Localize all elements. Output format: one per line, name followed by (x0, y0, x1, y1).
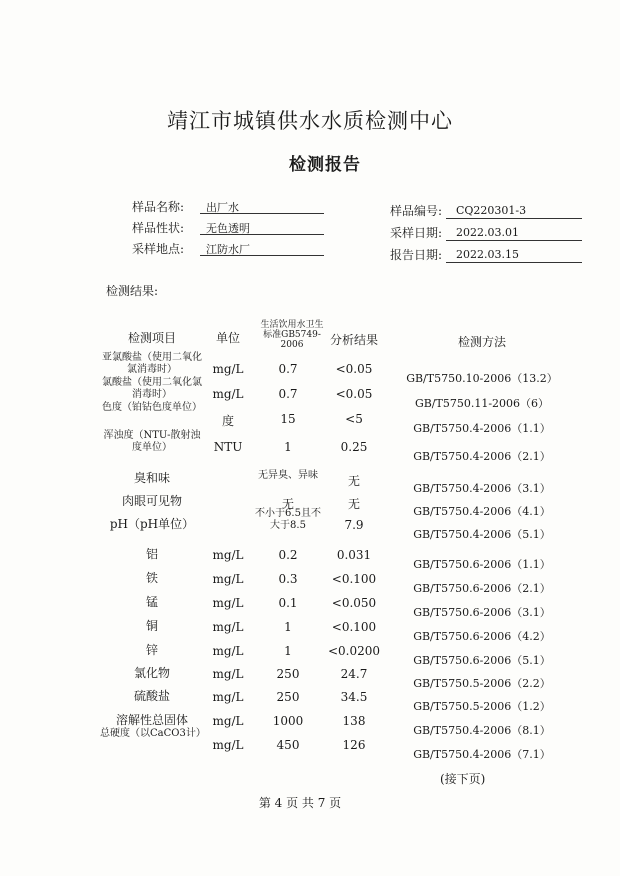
cell-item: 铜 (145, 619, 158, 633)
cell-item: 铁 (145, 571, 158, 585)
cell-item: 色度（铂钴色度单位） (102, 402, 202, 413)
cell-item: pH（pH单位） (109, 517, 195, 531)
cell-item: 铝 (145, 547, 158, 561)
cell-unit: mg/L (212, 690, 244, 704)
cell-result: <0.0200 (327, 644, 381, 658)
cell-standard: 0.7 (278, 362, 298, 376)
header-item: 检测项目 (127, 331, 176, 345)
cell-result: 0.031 (336, 548, 372, 562)
sample-name-label: 样品名称: (132, 200, 185, 214)
cell-standard: 1 (284, 440, 292, 454)
cell-method: GB/T5750.4-2006（2.1） (413, 450, 551, 463)
cell-unit: mg/L (212, 714, 244, 728)
cell-unit: mg/L (212, 667, 244, 681)
cell-standard: 0.3 (278, 572, 298, 586)
cell-method: GB/T5750.4-2006（7.1） (413, 748, 551, 761)
sample-name-value: 出厂水 (206, 201, 239, 214)
cell-item: 臭和味 (133, 471, 170, 485)
cell-result: <0.05 (335, 362, 373, 376)
sample-number-underline (446, 218, 582, 219)
cell-method: GB/T5750.4-2006（3.1） (413, 482, 551, 495)
sample-number-value: CQ220301-3 (456, 204, 527, 217)
header-standard: 生活饮用水卫生标准GB5749-2006 (260, 320, 324, 350)
cell-result: 34.5 (340, 690, 368, 704)
sample-nature-underline (200, 234, 324, 235)
cell-result: <0.05 (335, 387, 373, 401)
report-date-value: 2022.03.15 (456, 248, 519, 261)
cell-standard: 0.1 (278, 596, 298, 610)
cell-item: 浑浊度（NTU-散射浊度单位） (103, 430, 201, 453)
cell-result: 无 (347, 497, 360, 511)
cell-result: 无 (347, 474, 360, 488)
cell-result: 7.9 (344, 518, 364, 532)
cell-item: 总硬度（以CaCO3计） (100, 728, 206, 739)
cell-method: GB/T5750.6-2006（1.1） (413, 558, 551, 571)
cell-standard: 1 (284, 620, 292, 634)
sampling-date-value: 2022.03.01 (456, 226, 519, 239)
cell-method: GB/T5750.6-2006（4.2） (413, 630, 551, 643)
cell-standard: 1 (284, 644, 292, 658)
cell-item: 氯酸盐（使用二氧化氯消毒时） (102, 377, 202, 400)
cell-standard: 450 (276, 738, 300, 752)
page-number: 第 4 页 共 7 页 (258, 796, 342, 810)
cell-result: <0.100 (331, 572, 377, 586)
cell-unit: mg/L (212, 738, 244, 752)
cell-item: 氯化物 (133, 666, 170, 680)
report-date-underline (446, 262, 582, 263)
cell-unit: mg/L (212, 362, 244, 376)
cell-method: GB/T5750.4-2006（1.1） (413, 422, 551, 435)
cell-item: 锌 (145, 643, 158, 657)
report-date-label: 报告日期: (390, 248, 443, 262)
cell-standard: 15 (280, 412, 296, 426)
cell-method: GB/T5750.6-2006（5.1） (413, 654, 551, 667)
cell-method: GB/T5750.4-2006（8.1） (413, 724, 551, 737)
header-method: 检测方法 (457, 335, 506, 349)
cell-standard: 250 (276, 667, 300, 681)
header-unit: 单位 (215, 331, 240, 345)
sampling-date-label: 采样日期: (390, 226, 443, 240)
cell-standard: 无 (281, 497, 294, 511)
cell-unit: NTU (213, 440, 243, 454)
cell-standard: 无异臭、异味 (258, 470, 318, 481)
organization-name: 靖江市城镇供水水质检测中心 (167, 109, 453, 133)
sample-nature-label: 样品性状: (132, 221, 185, 235)
cell-unit: mg/L (212, 572, 244, 586)
sampling-location-value: 江防水厂 (206, 243, 250, 256)
cell-result: 138 (342, 714, 366, 728)
cell-result: <0.100 (331, 620, 377, 634)
cell-method: GB/T5750.5-2006（1.2） (413, 700, 551, 713)
sample-name-underline (200, 213, 324, 214)
cell-method: GB/T5750.10-2006（13.2） (406, 372, 558, 385)
cell-unit: mg/L (212, 620, 244, 634)
cell-method: GB/T5750.6-2006（3.1） (413, 606, 551, 619)
cell-item: 硫酸盐 (133, 689, 170, 703)
results-label: 检测结果: (106, 284, 159, 298)
cell-item: 亚氯酸盐（使用二氧化氯消毒时） (102, 352, 202, 375)
sampling-date-underline (446, 240, 582, 241)
report-title: 检测报告 (289, 155, 361, 175)
cell-standard: 0.7 (278, 387, 298, 401)
cell-unit: mg/L (212, 596, 244, 610)
cell-item: 锰 (145, 595, 158, 609)
cell-result: <0.050 (331, 596, 377, 610)
cell-method: GB/T5750.4-2006（5.1） (413, 528, 551, 541)
cell-result: 24.7 (340, 667, 368, 681)
cell-standard: 0.2 (278, 548, 298, 562)
cell-unit: mg/L (212, 387, 244, 401)
cell-result: 0.25 (340, 440, 368, 454)
cell-method: GB/T5750.4-2006（4.1） (413, 505, 551, 518)
cell-result: 126 (342, 738, 366, 752)
cell-method: GB/T5750.6-2006（2.1） (413, 582, 551, 595)
cell-item: 肉眼可见物 (121, 494, 182, 508)
cell-unit: mg/L (212, 644, 244, 658)
cell-unit: mg/L (212, 548, 244, 562)
sample-nature-value: 无色透明 (206, 222, 250, 235)
sampling-location-underline (200, 255, 324, 256)
cell-standard: 不小于6.5且不大于8.5 (255, 508, 321, 531)
cell-standard: 250 (276, 690, 300, 704)
sample-number-label: 样品编号: (390, 204, 443, 218)
cell-standard: 1000 (272, 714, 304, 728)
continued-note: (接下页) (440, 772, 486, 786)
header-result: 分析结果 (329, 333, 378, 347)
sampling-location-label: 采样地点: (132, 242, 185, 256)
cell-item: 溶解性总固体 (115, 713, 188, 727)
cell-method: GB/T5750.5-2006（2.2） (413, 677, 551, 690)
cell-unit: 度 (221, 414, 234, 428)
cell-result: <5 (345, 412, 363, 426)
cell-method: GB/T5750.11-2006（6） (414, 397, 550, 410)
